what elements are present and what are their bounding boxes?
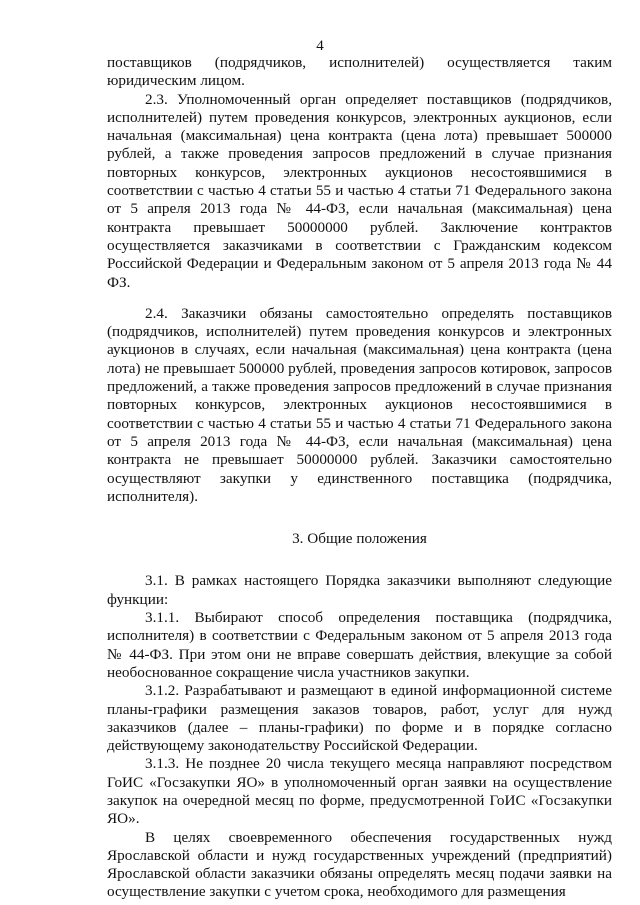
paragraph-2-4: 2.4. Заказчики обязаны самостоятельно определять поставщиков (подрядчиков, исполнителей) путем проведения конкурсов и электронных аукционов в случаях, если начальная (максимальная) цена контракта (цена лота) не превышает 500000 рублей, проведения запросов котировок, запросов предложений, а также проведения запросов предложений в случае признания повторных конкурсов, электронных аукционов несостоявшимися в соответствии с частью 4 статьи 55 и частью 4 статьи 71 Федерального закона от 5 апреля 2013 года № 44-ФЗ, если начальная (максимальная) цена контракта не превышает 50000000 рублей. Заказчики самостоятельно осуществляют закупки у единственного поставщика (подрядчика, исполнителя).: [107, 304, 612, 505]
paragraph-3-1-3: 3.1.3. Не позднее 20 числа текущего месяца направляют посредством ГоИС «Госзакупки ЯО» в уполномоченный орган заявки на осуществление закупок на очередной месяц по форме, предусмотренной ГоИС «Госзакупки ЯО».: [107, 755, 612, 828]
paragraph-2-3: 2.3. Уполномоченный орган определяет поставщиков (подрядчиков, исполнителей) путем проведения конкурсов, электронных аукционов, если начальная (максимальная) цена контракта (цена лота) превышает 500000 рублей, а также проведения запросов предложений в случае признания повторных конкурсов, электронных аукционов несостоявшимися в соответствии с частью 4 статьи 55 и частью 4 статьи 71 Федерального закона от 5 апреля 2013 года № 44-ФЗ, если начальная (максимальная) цена контракта превышает 50000000 рублей. Заключение контрактов осуществляется заказчиками в соответствии с Гражданским кодексом Российской Федерации и Федеральным законом от 5 апреля 2013 года № 44 ФЗ.: [107, 90, 612, 291]
paragraph-3-1-2: 3.1.2. Разрабатывают и размещают в единой информационной системе планы-графики размещения заказов товаров, работ, услуг для нужд заказчиков (далее – планы-графики) по форме и в порядке согласно действующему законодательству Российской Федерации.: [107, 682, 612, 755]
document-body: [107, 54, 612, 902]
paragraph-continuation: поставщиков (подрядчиков, исполнителей) осуществляется таким юридическим лицом.: [107, 54, 612, 90]
paragraph-3-1-1: 3.1.1. Выбирают способ определения поставщика (подрядчика, исполнителя) в соответствии с Федеральным законом от 5 апреля 2013 года № 44-ФЗ. При этом они не вправе совершать действия, влекущие за собой необоснованное сокращение числа участников закупки.: [107, 609, 612, 681]
section-heading: 3. Общие положения: [292, 530, 427, 548]
page-number: 4: [316, 38, 324, 54]
paragraph-3-1: 3.1. В рамках настоящего Порядка заказчики выполняют следующие функции:: [107, 572, 612, 608]
paragraph-purpose: В целях своевременного обеспечения государственных нужд Ярославской области и нужд государственных учреждений (предприятий) Ярославской области заказчики обязаны определять месяц подачи заявки на осуществление закупки с учетом срока, необходимого для размещения: [107, 828, 612, 901]
